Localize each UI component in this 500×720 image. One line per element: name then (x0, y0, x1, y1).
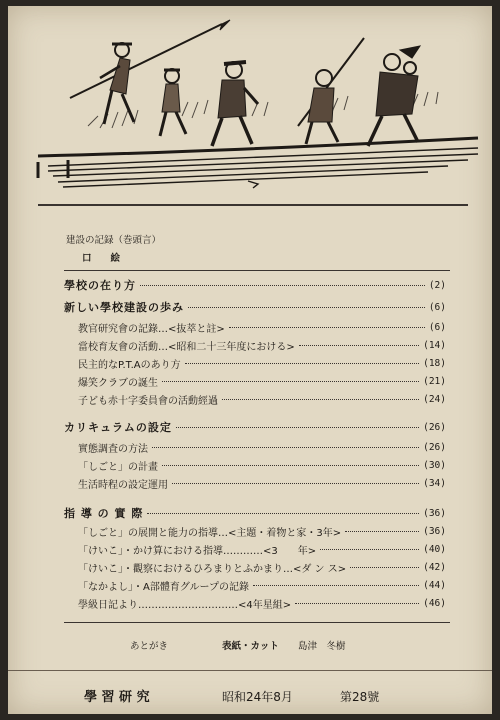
toc-entry-page: (14) (423, 339, 446, 351)
toc-leader-dots (147, 512, 419, 514)
toc-leader-dots (320, 548, 419, 550)
toc-entry-page: (21) (423, 375, 446, 387)
journal-title: 學 習 研 究 (84, 690, 150, 705)
toc-entry-page: (6) (428, 301, 446, 313)
toc-leader-dots (140, 284, 425, 286)
toc-leader-dots (152, 446, 419, 448)
toc-entry (78, 558, 446, 576)
toc-entry-page: (42) (423, 561, 446, 573)
toc-entry-title: 「しごと」の計畫 (78, 461, 158, 473)
credits-name: 島津 冬樹 (298, 641, 346, 652)
toc-entry-page: (40) (423, 543, 446, 555)
toc-entry-title: 「けいこ」・觀察におけるひろまりとふかまり…<ダ ン ス> (78, 563, 347, 575)
magazine-page (8, 6, 492, 714)
toc-entry (64, 298, 446, 316)
toc-entry-page: (36) (423, 507, 446, 519)
toc-leader-dots (350, 566, 419, 568)
toc-entry-page: (30) (423, 459, 446, 471)
toc-entry (78, 474, 446, 492)
frontispiece-title: 建設の記録（巻頭言） (66, 235, 162, 246)
credits-label: 表紙・カット (222, 641, 279, 652)
toc-leader-dots (176, 426, 419, 428)
toc-entry (78, 576, 446, 594)
toc-entry (78, 594, 446, 612)
toc-leader-dots (253, 584, 419, 586)
afterword: あとがき (130, 641, 169, 652)
toc-leader-dots (299, 344, 419, 346)
section-divider (64, 270, 450, 271)
toc-entry (78, 354, 446, 372)
toc-entry-title: 爆笑クラブの誕生 (78, 377, 158, 389)
toc-leader-dots (162, 380, 419, 382)
toc-entry-page: (26) (423, 421, 446, 433)
toc-leader-dots (188, 306, 425, 308)
toc-entry (78, 390, 446, 408)
toc-entry (78, 540, 446, 558)
toc-entry (78, 456, 446, 474)
toc-entry (78, 372, 446, 390)
toc-entry (78, 522, 446, 540)
toc-entry-page: (46) (423, 597, 446, 609)
bottom-divider (64, 622, 450, 623)
toc-entry-title: 指 導 の 實 際 (64, 507, 144, 520)
toc-entry (64, 276, 446, 294)
toc-entry (78, 336, 446, 354)
frontispiece-subtitle: 口 絵 (82, 253, 121, 264)
toc-entry-title: 教官研究會の記錄…<抜萃と註> (78, 323, 225, 335)
toc-leader-dots (162, 464, 419, 466)
toc-entry-page: (34) (423, 477, 446, 489)
toc-entry-page: (6) (428, 321, 446, 333)
toc-entry-title: カリキュラムの設定 (64, 421, 172, 434)
toc-entry (78, 318, 446, 336)
toc-entry-page: (2) (428, 279, 446, 291)
toc-leader-dots (172, 482, 419, 484)
toc-entry-title: 學級日記より…………………………<4年星組> (78, 599, 292, 611)
toc-entry-title: 新しい學校建設の歩み (64, 301, 184, 314)
toc-entry-title: 學校の在り方 (64, 279, 136, 292)
toc-entry-page: (18) (423, 357, 446, 369)
toc-entry-title: 民主的なP.T.Aのあり方 (78, 359, 181, 371)
issue-number: 第28號 (340, 690, 380, 704)
publication-date: 昭和24年8月 (222, 690, 293, 704)
toc-entry-title: 「なかよし」・A部體育グループの記錄 (78, 581, 250, 593)
toc-entry-page: (24) (423, 393, 446, 405)
toc-entry (78, 438, 446, 456)
toc-leader-dots (229, 326, 425, 328)
cover-illustration (8, 6, 492, 202)
toc-entry-page: (26) (423, 441, 446, 453)
toc-entry-title: 「しごと」の展開と能力の指導…<主題・着物と家・3年> (78, 527, 342, 539)
toc-entry-title: 實態調査の方法 (78, 443, 148, 455)
toc-leader-dots (345, 530, 419, 532)
toc-entry (64, 418, 446, 436)
toc-leader-dots (185, 362, 420, 364)
toc-entry-title: 子ども赤十字委員會の活動經過 (78, 395, 218, 407)
toc-entry-page: (36) (423, 525, 446, 537)
toc-entry-title: 「けいこ」・かけ算における指導…………<3 年> (78, 545, 317, 557)
footer-rule (8, 670, 492, 671)
top-rule (38, 204, 468, 206)
toc-entry-page: (44) (423, 579, 446, 591)
toc-entry (64, 504, 446, 522)
toc-leader-dots (222, 398, 419, 400)
toc-entry-title: 生活時程の設定運用 (78, 479, 168, 491)
toc-leader-dots (295, 602, 419, 604)
toc-entry-title: 當校育友會の活動…<昭和二十三年度における> (78, 341, 295, 353)
